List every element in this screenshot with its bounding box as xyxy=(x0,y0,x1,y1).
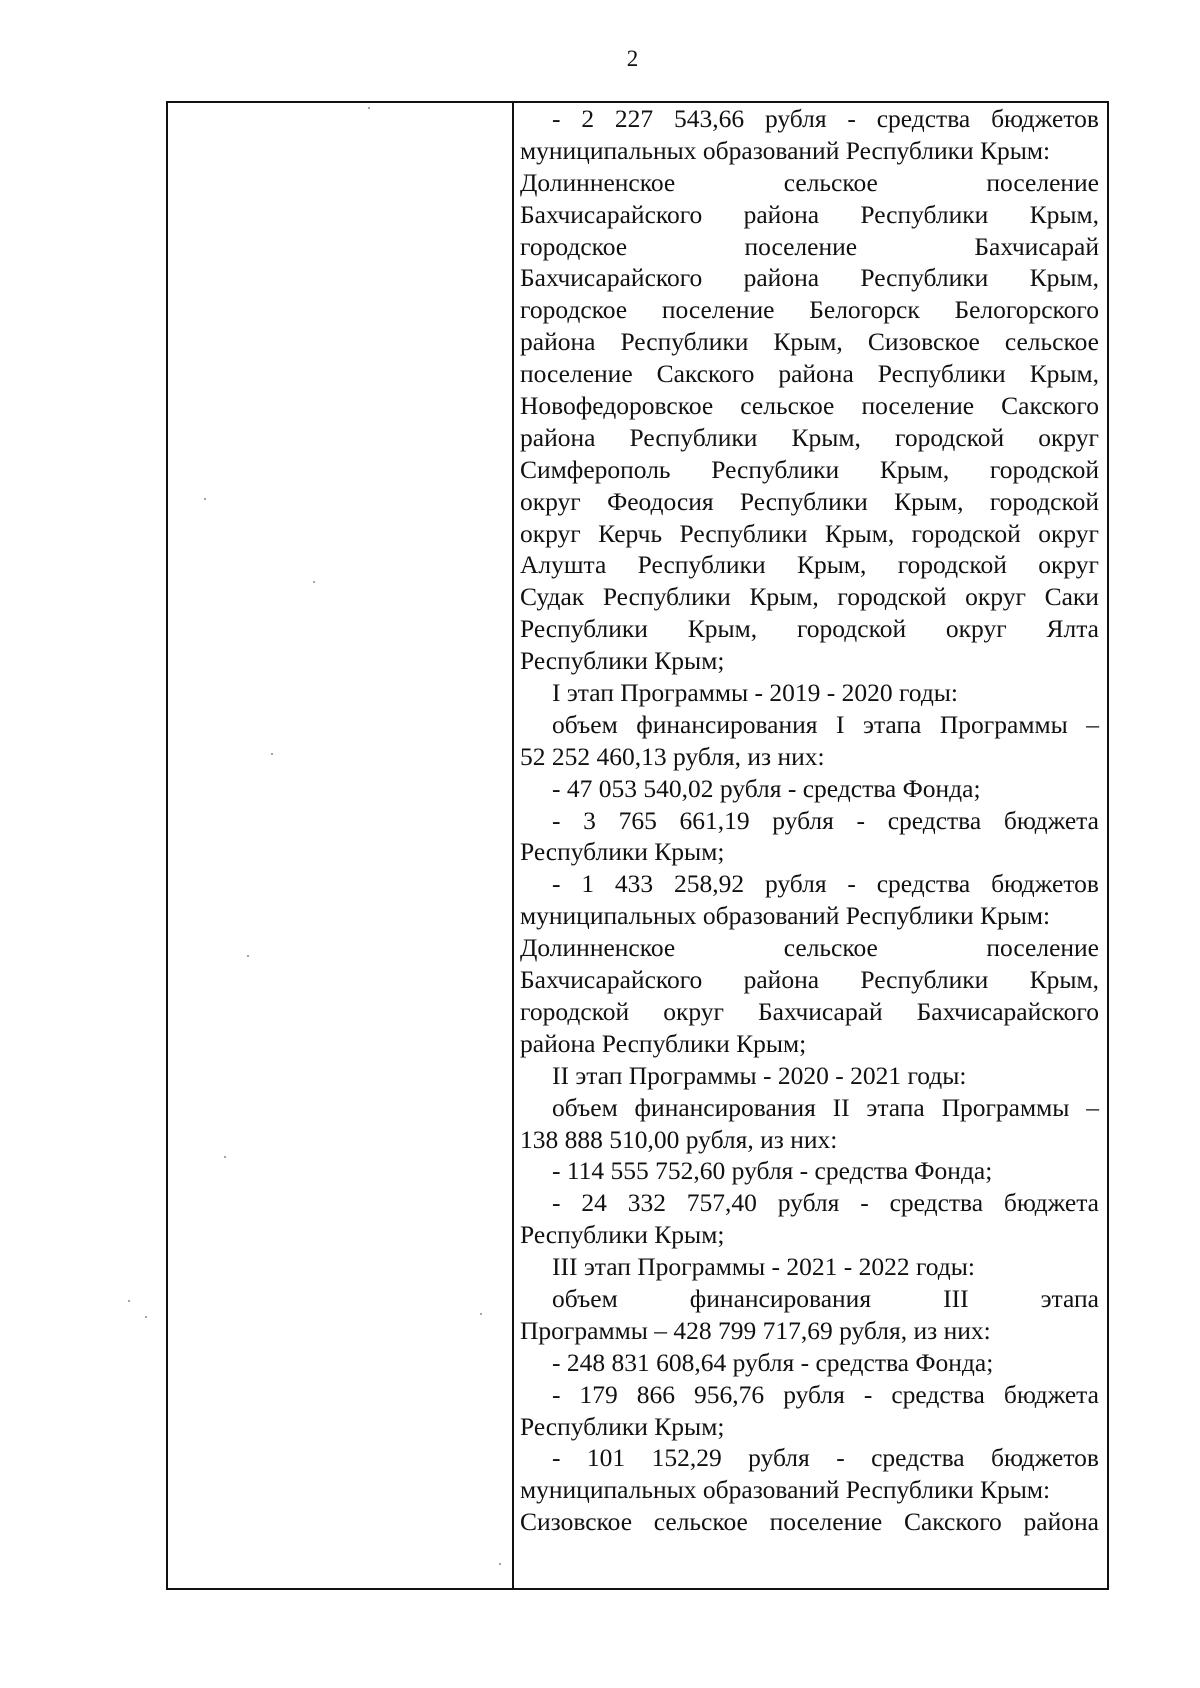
text-line: городской округ Бахчисарай Бахчисарайского xyxy=(520,996,1099,1026)
text-line: Долинненское сельское поселение xyxy=(520,167,1099,197)
scan-speck xyxy=(128,1300,130,1302)
table-left-cell xyxy=(168,103,514,1588)
text-line: округ Керчь Республики Крым, городской округ xyxy=(520,518,1099,548)
text-line: Республики Крым, городской округ Ялта xyxy=(520,614,1099,644)
text-line: муниципальных образований Республики Крым: xyxy=(520,901,1051,931)
text-line: городское поселение Белогорск Белогорского xyxy=(520,295,1099,325)
text-line: Республики Крым; xyxy=(520,837,725,867)
text-line: III этап Программы - 2021 - 2022 годы: xyxy=(552,1252,975,1282)
scan-speck xyxy=(224,1156,226,1158)
text-line: Бахчисарайского района Республики Крым, xyxy=(520,199,1099,229)
text-line: Бахчисарайского района Республики Крым, xyxy=(520,965,1099,995)
text-line: объем финансирования I этапа Программы – xyxy=(552,709,1099,739)
text-line: Бахчисарайского района Республики Крым, xyxy=(520,263,1099,293)
text-line: Долинненское сельское поселение xyxy=(520,933,1099,963)
text-line: - 47 053 540,02 рубля - средства Фонда; xyxy=(552,773,981,803)
scan-speck xyxy=(247,955,249,957)
scan-speck xyxy=(368,107,370,109)
text-line: муниципальных образований Республики Крым: xyxy=(520,1475,1051,1505)
text-line: - 2 227 543,66 рубля - средства бюджетов xyxy=(552,104,1099,133)
text-line: Новофедоровское сельское поселение Сакского xyxy=(520,391,1099,421)
text-line: объем финансирования III этапа xyxy=(552,1283,1099,1313)
document-table xyxy=(166,101,1109,1590)
text-line: Республики Крым; xyxy=(520,1411,725,1441)
scan-speck xyxy=(480,1313,482,1315)
page-number: 2 xyxy=(626,46,639,71)
scan-speck xyxy=(204,498,206,500)
text-line: - 24 332 757,40 рубля - средства бюджета xyxy=(552,1188,1099,1218)
text-line: - 1 433 258,92 рубля - средства бюджетов xyxy=(552,869,1099,899)
text-line: Сизовское сельское поселение Сакского района xyxy=(520,1507,1099,1537)
text-line: - 101 152,29 рубля - средства бюджетов xyxy=(552,1443,1099,1473)
text-line: I этап Программы - 2019 - 2020 годы: xyxy=(552,678,959,708)
text-line: 52 252 460,13 рубля, из них: xyxy=(520,741,825,771)
text-line: поселение Сакского района Республики Крым, xyxy=(520,359,1099,389)
scan-speck xyxy=(145,1316,147,1318)
scan-speck xyxy=(499,1563,501,1565)
scan-speck xyxy=(271,753,273,755)
text-line: Симферополь Республики Крым, городской xyxy=(520,454,1099,484)
text-line: округ Феодосия Республики Крым, городской xyxy=(520,486,1099,516)
text-line: Судак Республики Крым, городской округ Саки xyxy=(520,582,1099,612)
table-right-cell xyxy=(514,103,1107,1588)
text-line: Республики Крым; xyxy=(520,1220,725,1250)
text-line: Республики Крым; xyxy=(520,646,725,676)
text-line: 138 888 510,00 рубля, из них: xyxy=(520,1124,838,1154)
scan-speck xyxy=(313,581,315,583)
text-line: II этап Программы - 2020 - 2021 годы: xyxy=(552,1060,967,1090)
text-line: - 248 831 608,64 рубля - средства Фонда; xyxy=(552,1347,994,1377)
text-line: муниципальных образований Республики Крым: xyxy=(520,135,1051,165)
text-line: Программы – 428 799 717,69 рубля, из них: xyxy=(520,1315,991,1345)
text-line: района Республики Крым; xyxy=(520,1028,807,1058)
text-line: объем финансирования II этапа Программы – xyxy=(552,1092,1099,1122)
text-line: - 114 555 752,60 рубля - средства Фонда; xyxy=(552,1156,993,1186)
text-line: Алушта Республики Крым, городской округ xyxy=(520,550,1099,580)
text-line: района Республики Крым, городской округ xyxy=(520,422,1099,452)
text-line: городское поселение Бахчисарай xyxy=(520,231,1099,261)
text-line: - 3 765 661,19 рубля - средства бюджета xyxy=(552,805,1099,835)
text-line: района Республики Крым, Сизовское сельское xyxy=(520,327,1099,357)
text-line: - 179 866 956,76 рубля - средства бюджета xyxy=(552,1379,1099,1409)
